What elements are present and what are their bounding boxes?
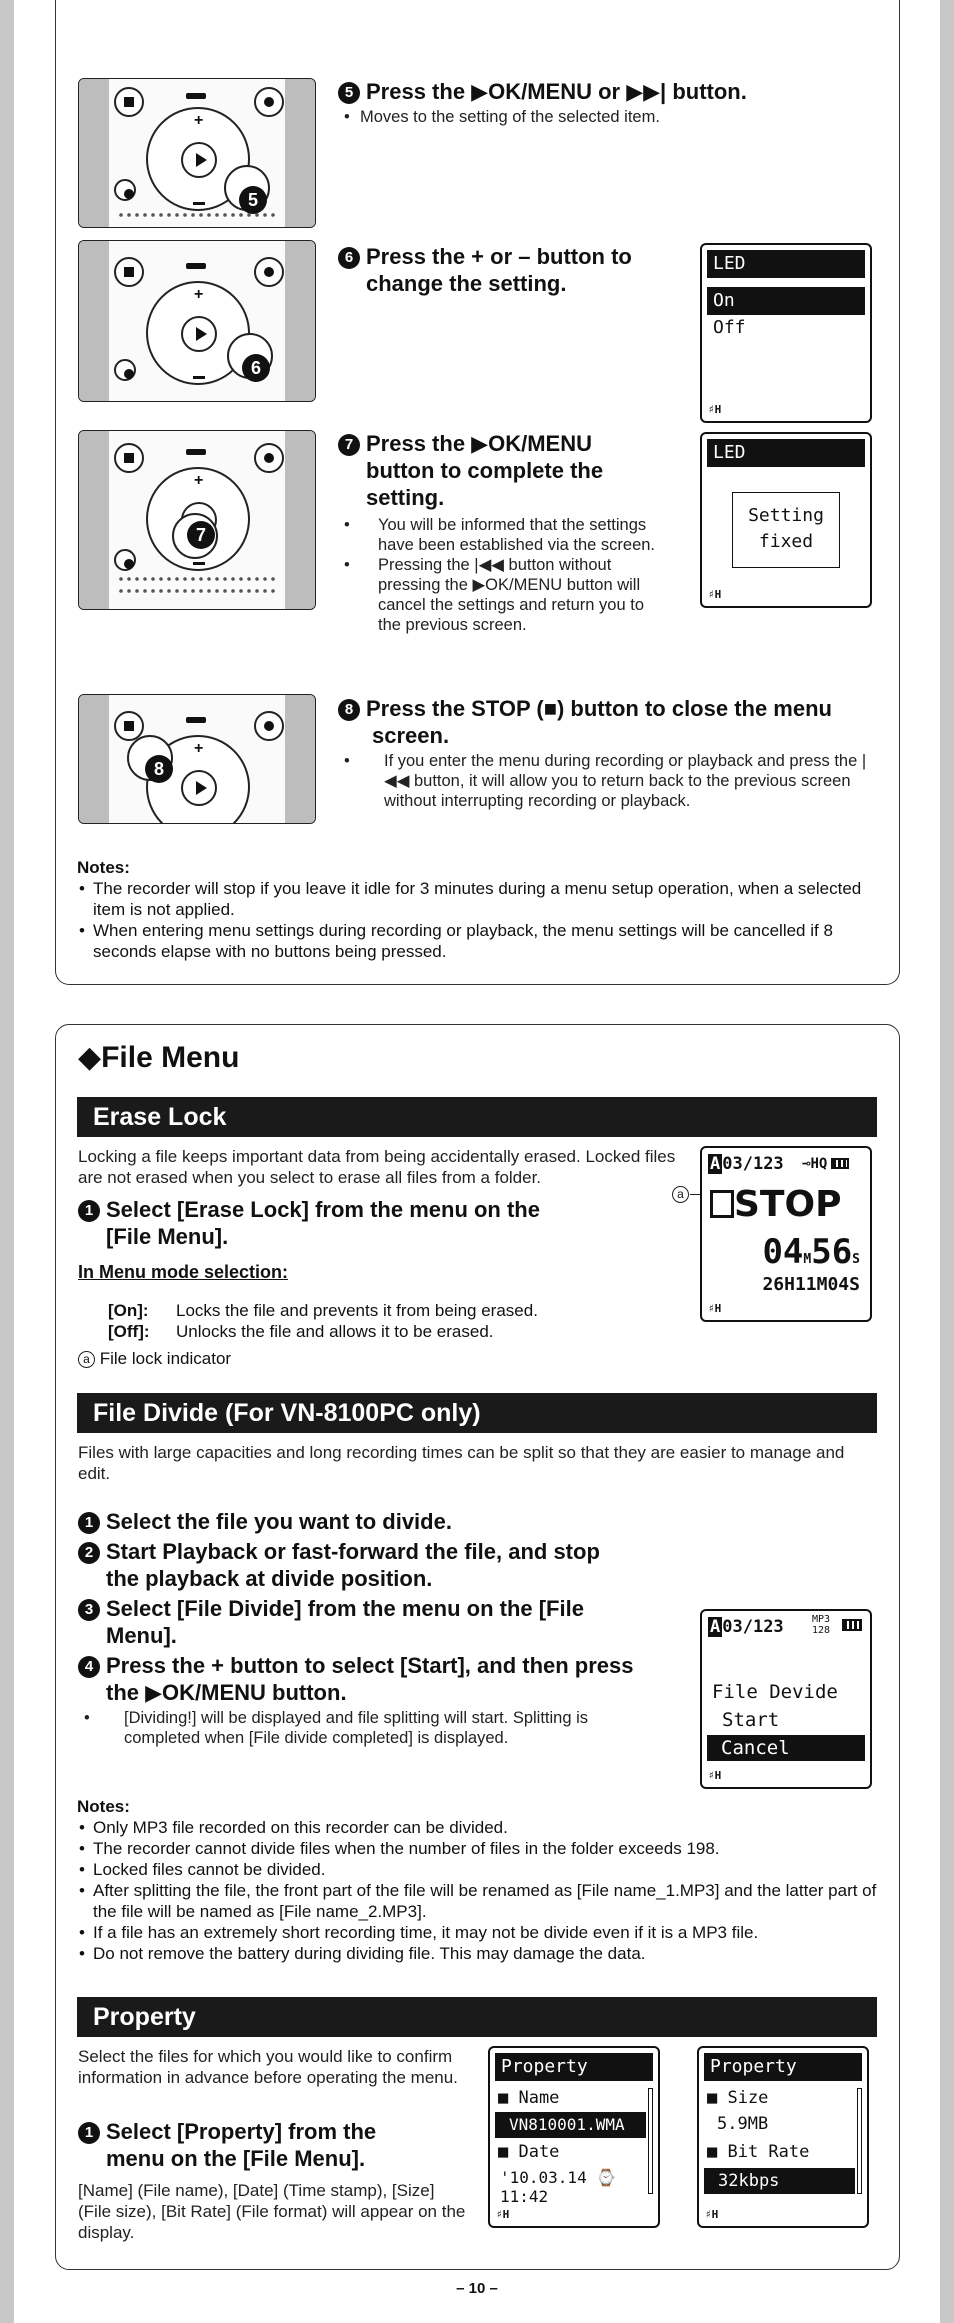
elapsed-s-unit: S <box>852 1252 860 1267</box>
note-item: • The recorder cannot divide files when the number of files in the folder exceeds 198. <box>77 1838 887 1859</box>
step7-bullet-1: • You will be informed that the settings have been established via the screen. <box>338 515 668 555</box>
lcd-date-value: '10.03.14 ⌚11:42 <box>500 2168 617 2206</box>
lcd-option-start: Start <box>722 1709 780 1731</box>
stop-button-icon <box>114 87 144 117</box>
lcd-msg-1: Setting <box>748 505 824 526</box>
dial-icon: + <box>146 467 250 571</box>
lcd-size-value: 5.9MB <box>717 2114 769 2134</box>
step-badge-7: 7 <box>187 521 215 549</box>
lcd-stop-screen <box>700 1146 872 1322</box>
note-item: • The recorder will stop if you leave it idle for 3 minutes during a menu setup operation, when a selected item is not applied. <box>77 878 887 920</box>
off-key: [Off]: <box>108 1322 150 1341</box>
on-key: [On]: <box>108 1301 149 1320</box>
step6-title-1: Press the + or – button to <box>366 244 632 269</box>
lcd-date-label: ■ Date <box>498 2142 560 2162</box>
divide-step-4b: the ▶OK/MENU button. <box>106 1680 347 1705</box>
step5-bullet: • Moves to the setting of the selected item. <box>338 107 858 127</box>
step-number-4: 4 <box>78 1656 100 1678</box>
scrollbar <box>648 2088 653 2194</box>
scrollbar <box>857 2088 862 2194</box>
dial-icon: + <box>146 735 250 824</box>
step8-bullet: • If you enter the menu during recording or playback and press the |◀◀ button, it will allow you to return back to the previous screen without interrupting recording or playback. <box>338 751 878 811</box>
step-number-5: 5 <box>338 82 360 104</box>
menu-mode-subhead: In Menu mode selection: <box>78 1262 289 1282</box>
lcd-foot: ♯H <box>708 403 722 416</box>
notes-heading: Notes: <box>77 1797 130 1816</box>
stop-state-icon <box>710 1190 734 1218</box>
divide-step-1: Select the file you want to divide. <box>106 1509 452 1534</box>
folder-icon: A <box>710 1617 721 1637</box>
step7-title-3: setting. <box>366 485 445 510</box>
callout-a-marker: a <box>672 1186 689 1203</box>
note-item: • Locked files cannot be divided. <box>77 1859 887 1880</box>
file-divide-band: File Divide (For VN-8100PC only) <box>77 1393 877 1433</box>
lcd-divide-title: File Devide <box>712 1681 838 1703</box>
dial-icon: + <box>146 107 250 211</box>
device-illustration-step7 <box>78 430 316 610</box>
elapsed-m-unit: M <box>803 1252 812 1267</box>
note-item: • After splitting the file, the front part of the file will be renamed as [File name_1.MP3] and the latter part of the file will be named as [File name_2.MP3]. <box>77 1880 887 1922</box>
lcd-header: Property <box>704 2053 862 2081</box>
dial-icon: + <box>146 281 250 385</box>
lcd-name-value: VN810001.WMA <box>495 2112 646 2138</box>
step-badge-6: 6 <box>242 354 270 382</box>
lcd-bitrate-value: 32kbps <box>704 2168 855 2194</box>
lcd-foot: ♯H <box>708 1302 722 1315</box>
page-number: – 10 – <box>456 2280 498 2297</box>
divide-step-2a: Start Playback or fast-forward the file, and stop <box>106 1539 600 1564</box>
lcd-option-on: On <box>707 287 865 315</box>
step7-title-1: Press the ▶OK/MENU <box>366 431 592 456</box>
erase-lock-intro: Locking a file keeps important data from being accidentally erased. Locked files are not erased when you select to erase all files from a folder. <box>78 1147 676 1187</box>
notes-heading: Notes: <box>77 858 130 877</box>
step-number-8: 8 <box>338 699 360 721</box>
lcd-name-label: ■ Name <box>498 2088 560 2108</box>
divide-step-2b: the playback at divide position. <box>106 1566 433 1591</box>
step-number-1: 1 <box>78 1512 100 1534</box>
divide-step-3b: Menu]. <box>106 1623 177 1648</box>
format-mp3: MP3 <box>812 1614 831 1625</box>
device-illustration-step5 <box>78 78 316 228</box>
step5-title-b: ▶OK/MENU <box>471 79 592 104</box>
lcd-foot: ♯H <box>708 1769 722 1782</box>
rec-button-icon <box>254 443 284 473</box>
divide-step-3a: Select [File Divide] from the menu on the [File <box>106 1596 584 1621</box>
lcd-size-label: ■ Size <box>707 2088 769 2108</box>
lcd-header: Property <box>495 2053 653 2081</box>
lcd-property-name-date <box>488 2046 660 2228</box>
step-number-7: 7 <box>338 434 360 456</box>
battery-icon <box>831 1158 849 1169</box>
file-divide-intro: Files with large capacities and long recording times can be split so that they are easier to manage and edit. <box>78 1443 845 1483</box>
lcd-foot: ♯H <box>708 588 722 601</box>
off-desc: Unlocks the file and allows it to be erased. <box>176 1322 494 1341</box>
lcd-property-size-bitrate <box>697 2046 869 2228</box>
lcd-led-select <box>700 243 872 423</box>
step-number-1: 1 <box>78 1200 100 1222</box>
step7-title-2: button to complete the <box>366 458 604 483</box>
device-illustration-step6 <box>78 240 316 402</box>
rec-button-icon <box>254 257 284 287</box>
rec-mode: HQ <box>810 1156 828 1172</box>
step-number-3: 3 <box>78 1599 100 1621</box>
divide-step-4-bullet: • [Dividing!] will be displayed and file splitting will start. Splitting is completed when [File divide completed] is displayed. <box>78 1708 638 1748</box>
lcd-foot: ♯H <box>496 2208 510 2221</box>
stop-state: STOP <box>734 1184 842 1225</box>
file-count: 03/123 <box>722 1617 784 1637</box>
rec-button-icon <box>254 711 284 741</box>
step5-title-c: or ▶▶| button. <box>591 79 747 104</box>
file-count: 03/123 <box>722 1154 784 1174</box>
step5-title-a: Press the <box>366 79 472 104</box>
lcd-option-cancel: Cancel <box>707 1735 865 1761</box>
note-item: • Only MP3 file recorded on this recorder can be divided. <box>77 1817 887 1838</box>
step8-title-1: Press the STOP (■) button to close the menu <box>366 696 832 721</box>
lcd-foot: ♯H <box>705 2208 719 2221</box>
divide-step-4a: Press the + button to select [Start], and then press <box>106 1653 634 1678</box>
erase-lock-step-1: Select [Erase Lock] from the menu on the <box>106 1197 540 1222</box>
property-desc: [Name] (File name), [Date] (Time stamp), [Size] (File size), [Bit Rate] (File format) will appear on the display. <box>78 2181 466 2242</box>
lcd-header: LED <box>707 250 865 278</box>
property-step-2: menu on the [File Menu]. <box>106 2146 366 2171</box>
file-lock-indicator-label: File lock indicator <box>99 1349 232 1368</box>
lcd-header: LED <box>707 439 865 467</box>
erase-lock-step-2: [File Menu]. <box>106 1224 229 1249</box>
erase-button-icon <box>114 179 136 201</box>
lcd-msg-2: fixed <box>758 531 814 552</box>
stop-button-icon <box>114 443 144 473</box>
note-item: • When entering menu settings during recording or playback, the menu settings will be cancelled if 8 seconds elapse with no buttons being pressed. <box>77 920 887 962</box>
lcd-bitrate-label: ■ Bit Rate <box>707 2142 810 2162</box>
property-step-1: Select [Property] from the <box>106 2119 377 2144</box>
rec-button-icon <box>254 87 284 117</box>
step-number-6: 6 <box>338 247 360 269</box>
elapsed-min: 04 <box>762 1232 804 1272</box>
lcd-setting-fixed-box <box>732 492 840 568</box>
diamond-icon: ◆ <box>78 1041 102 1074</box>
file-menu-title: File Menu <box>101 1041 240 1074</box>
step7-bullet-2: • Pressing the |◀◀ button without pressing the ▶OK/MENU button will cancel the settings and return you to the previous screen. <box>338 555 668 635</box>
format-bitrate: 128 <box>812 1625 831 1636</box>
lcd-option-off: Off <box>713 317 746 338</box>
step-badge-8: 8 <box>145 755 173 783</box>
note-item: • Do not remove the battery during dividing file. This may damage the data. <box>77 1943 887 1964</box>
property-intro: Select the files for which you would like to confirm information in advance before operating the menu. <box>78 2047 458 2087</box>
folder-icon: A <box>710 1154 721 1174</box>
battery-icon <box>842 1619 862 1631</box>
step-badge-5: 5 <box>239 186 267 214</box>
lock-icon: ⊸ <box>802 1156 811 1172</box>
elapsed-sec: 56 <box>811 1232 853 1272</box>
property-band: Property <box>77 1997 877 2037</box>
erase-button-icon <box>114 359 136 381</box>
callout-a-icon: a <box>78 1351 95 1368</box>
lcd-led-fixed <box>700 432 872 608</box>
on-desc: Locks the file and prevents it from being erased. <box>176 1301 538 1320</box>
step8-title-2: screen. <box>372 723 450 748</box>
remaining-time: 26H11M04S <box>762 1274 860 1295</box>
file-menu-heading <box>78 1040 239 1075</box>
device-illustration-step8 <box>78 694 316 824</box>
note-item: • If a file has an extremely short recording time, it may not be divide even if it is a MP3 file. <box>77 1922 887 1943</box>
erase-lock-band: Erase Lock <box>77 1097 877 1137</box>
lcd-file-divide <box>700 1609 872 1789</box>
step-number-1: 1 <box>78 2122 100 2144</box>
step6-title-2: change the setting. <box>366 271 567 296</box>
step-number-2: 2 <box>78 1542 100 1564</box>
erase-button-icon <box>114 549 136 571</box>
stop-button-icon <box>114 257 144 287</box>
